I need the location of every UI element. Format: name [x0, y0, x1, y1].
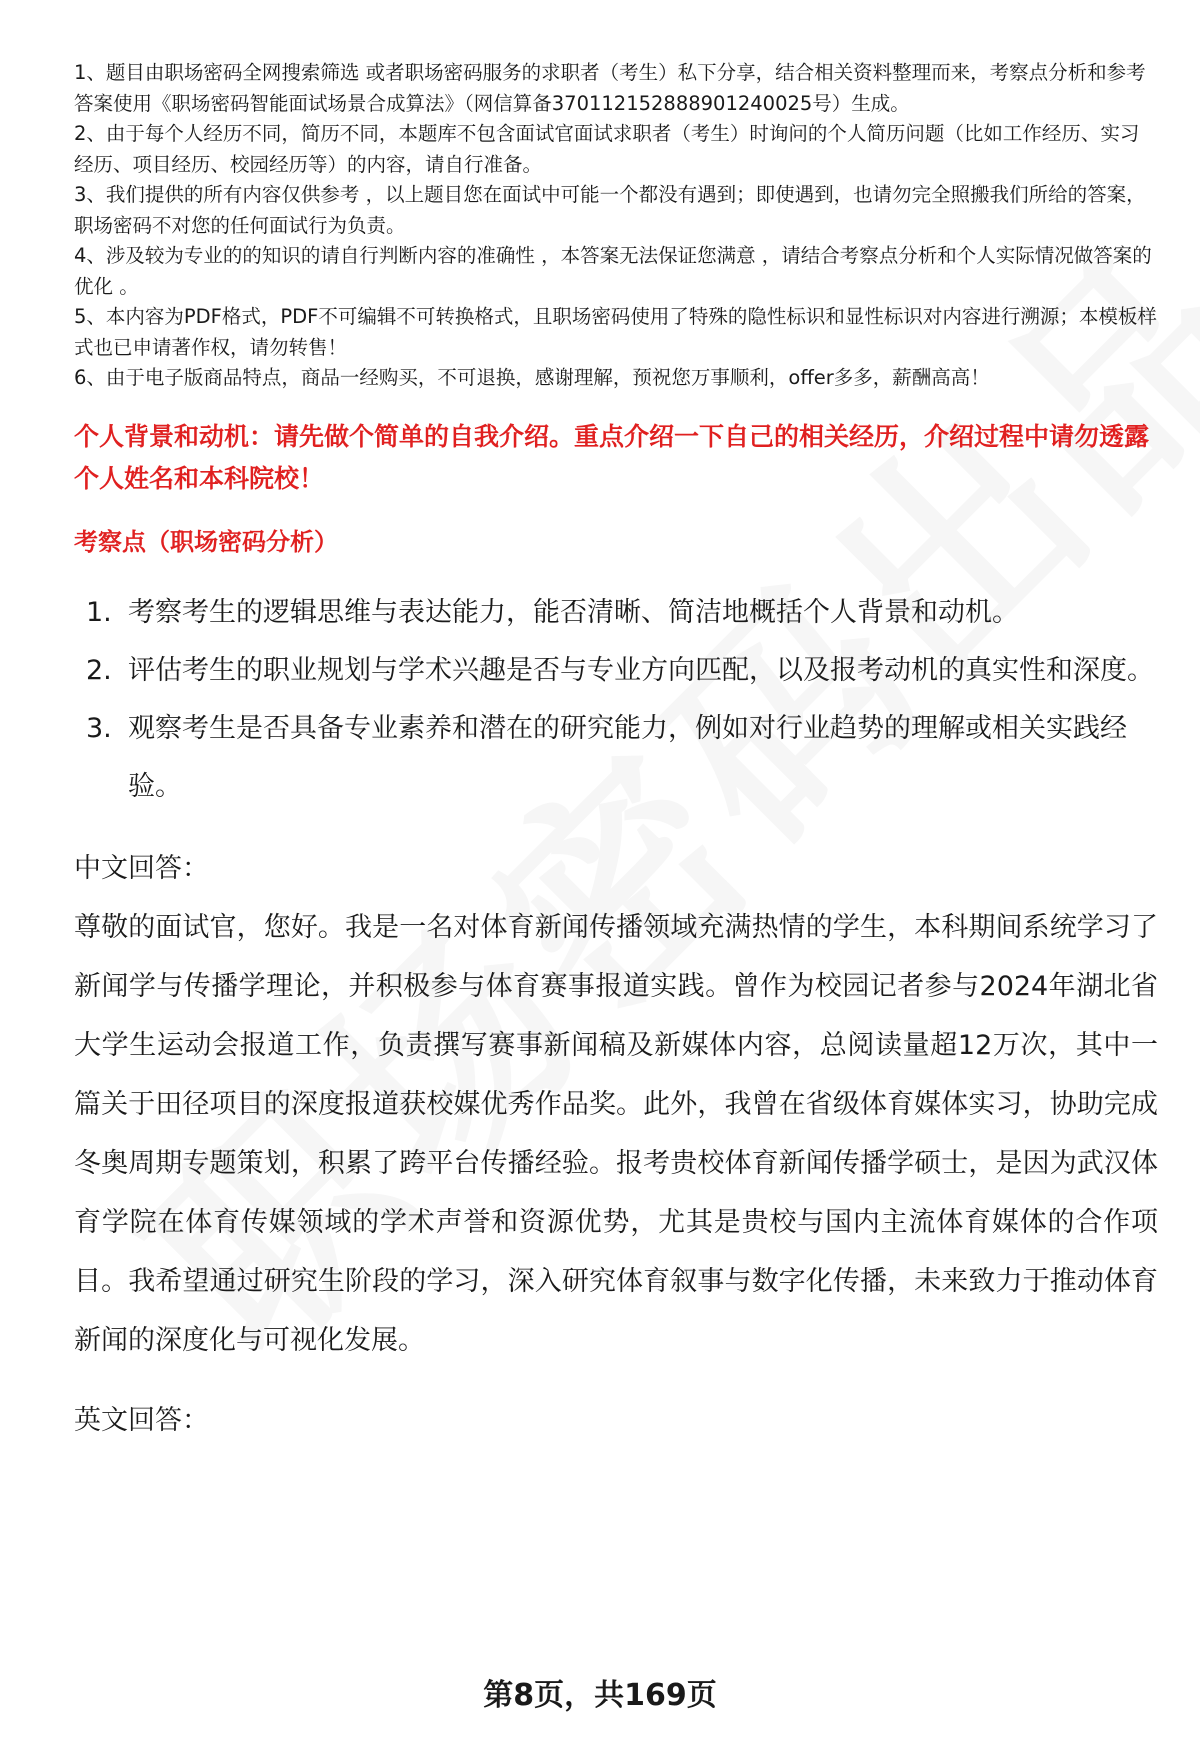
point-text: 考察考生的逻辑思维与表达能力，能否清晰、简洁地概括个人背景和动机。 — [128, 596, 1019, 628]
analysis-point — [74, 584, 1158, 642]
question-title: 个人背景和动机：请先做个简单的自我介绍。重点介绍一下自己的相关经历，介绍过程中请勿透露个人姓名和本科院校！ — [74, 421, 1150, 493]
point-text: 观察考生是否具备专业素养和潜在的研究能力，例如对行业趋势的理解或相关实践经验。 — [128, 712, 1127, 802]
point-text: 评估考生的职业规划与学术兴趣是否与专业方向匹配，以及报考动机的真实性和深度。 — [128, 654, 1154, 686]
disclaimer-list — [74, 58, 1158, 394]
disclaimer-item: 6、由于电子版商品特点，商品一经购买，不可退换，感谢理解，预祝您万事顺利，offer多多，薪酬高高！ — [74, 366, 990, 389]
document-page — [74, 58, 1158, 1450]
disclaimer-item: 4、涉及较为专业的的知识的请自行判断内容的准确性 ，本答案无法保证您满意 ，请结合考察点分析和个人实际情况做答案的优化 。 — [74, 244, 1152, 298]
analysis-points — [74, 584, 1158, 816]
point-number: 2. — [86, 654, 112, 686]
analysis-heading: 考察点（职场密码分析） — [74, 527, 338, 556]
disclaimer-item: 3、我们提供的所有内容仅供参考 ，以上题目您在面试中可能一个都没有遇到；即使遇到，也请勿完全照搬我们所给的答案，职场密码不对您的任何面试行为负责。 — [74, 183, 1146, 237]
point-number: 3. — [86, 712, 112, 744]
analysis-point — [74, 700, 1158, 816]
analysis-point — [74, 642, 1158, 700]
english-answer-label: 英文回答： — [74, 1404, 209, 1436]
page-number-footer: 第8页，共169页 — [483, 1678, 717, 1713]
disclaimer-item: 1、题目由职场密码全网搜索筛选 或者职场密码服务的求职者（考生）私下分享，结合相关资料整理而来，考察点分析和参考答案使用《职场密码智能面试场景合成算法》（网信算备370112152888901240025号）生成。 — [74, 61, 1146, 115]
disclaimer-item: 2、由于每个人经历不同，简历不同，本题库不包含面试官面试求职者（考生）时询问的个人简历问题（比如工作经历、实习经历、项目经历、校园经历等）的内容，请自行准备。 — [74, 122, 1140, 176]
chinese-answer-text: 尊敬的面试官，您好。我是一名对体育新闻传播领域充满热情的学生，本科期间系统学习了新闻学与传播学理论，并积极参与体育赛事报道实践。曾作为校园记者参与2024年湖北省大学生运动会报道工作，负责撰写赛事新闻稿及新媒体内容，总阅读量超12万次，其中一篇关于田径项目的深度报道获校媒优秀作品奖。此外，我曾在省级体育媒体实习，协助完成冬奥周期专题策划，积累了跨平台传播经验。报考贵校体育新闻传播学硕士，是因为武汉体育学院在体育传媒领域的学术声誉和资源优势，尤其是贵校与国内主流体育媒体的合作项目。我希望通过研究生阶段的学习，深入研究体育叙事与数字化传播，未来致力于推动体育新闻的深度化与可视化发展。 — [74, 911, 1158, 1356]
point-number: 1. — [86, 596, 112, 628]
disclaimer-item: 5、本内容为PDF格式，PDF不可编辑不可转换格式，且职场密码使用了特殊的隐性标识和显性标识对内容进行溯源；本模板样式也已申请著作权，请勿转售！ — [74, 305, 1157, 359]
chinese-answer-label: 中文回答： — [74, 852, 209, 884]
